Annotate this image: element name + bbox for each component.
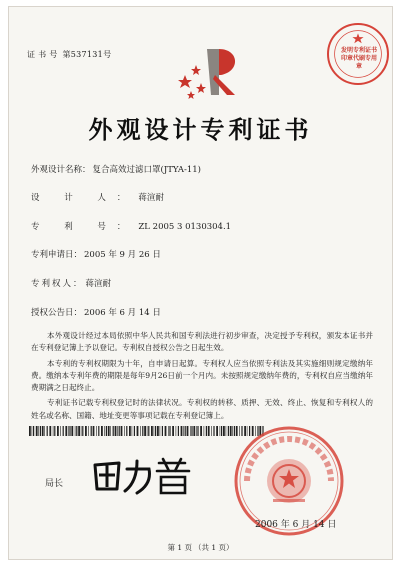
patent-number-value: ZL 2005 3 0130304.1 (138, 222, 232, 232)
page-total: （共 1 页） (194, 543, 234, 552)
certificate-number-label: 证 书 号 (27, 50, 58, 59)
certificate-title: 外观设计专利证书 (88, 115, 313, 144)
top-right-seal (327, 23, 389, 85)
certificate-body (31, 330, 373, 425)
page-number (9, 542, 392, 553)
designer-value: 蒋渲耐 (138, 193, 164, 203)
director-signature (89, 455, 199, 497)
grant-date-value: 2006 年 6 月 14 日 (84, 308, 161, 318)
body-paragraph-2: 本专利的专利权期限为十年，自申请日起算。专利权人应当依照专利法及其实施细则规定缴纳年费。缴纳本专利年费的期限是每年9月26日前一个月内。未按照规定缴纳年费的，专利权自应当缴纳年费期满之日起终止。 (31, 358, 373, 393)
field-designer (31, 191, 164, 203)
patent-office-logo (177, 45, 247, 99)
issue-date: 2006 年 6 月 14 日 (255, 520, 337, 530)
filing-date-label: 专利申请日： (31, 250, 83, 260)
patentee-value: 蒋渲耐 (85, 279, 112, 289)
field-patentee (31, 277, 111, 289)
patent-number-label: 专 利 号： (31, 222, 137, 232)
design-name-label: 外观设计名称： (31, 165, 91, 175)
field-patent-number (31, 220, 231, 232)
certificate-number (27, 49, 113, 60)
body-paragraph-3: 专利证书记载专利权登记时的法律状况。专利权的转移、质押、无效、终止、恢复和专利权人的姓名或名称、国籍、地址变更等事项记载在专利登记簿上。 (31, 398, 373, 420)
field-filing-date (31, 248, 161, 260)
certificate-page (8, 6, 393, 560)
designer-label: 设 计 人： (31, 193, 137, 203)
director-label: 局长 (45, 479, 64, 489)
barcode (29, 426, 264, 436)
patentee-label: 专利权人： (31, 279, 84, 289)
top-seal-text: 发明专利证书印章代刷专用章 (340, 47, 377, 70)
page-current: 第 1 页 (167, 543, 192, 552)
field-grant-date (31, 306, 161, 318)
body-paragraph-1: 本外观设计经过本局依照中华人民共和国专利法进行初步审查，决定授予专利权，颁发本证书并在专利登记簿上予以登记。专利权自授权公告之日起生效。 (31, 331, 373, 353)
grant-date-label: 授权公告日： (31, 308, 83, 318)
certificate-number-value: 第537131号 (62, 50, 112, 59)
filing-date-value: 2005 年 9 月 26 日 (84, 250, 161, 260)
design-name-value: 复合高效过滤口罩(JTYA-11) (92, 165, 202, 175)
field-design-name (31, 163, 201, 175)
